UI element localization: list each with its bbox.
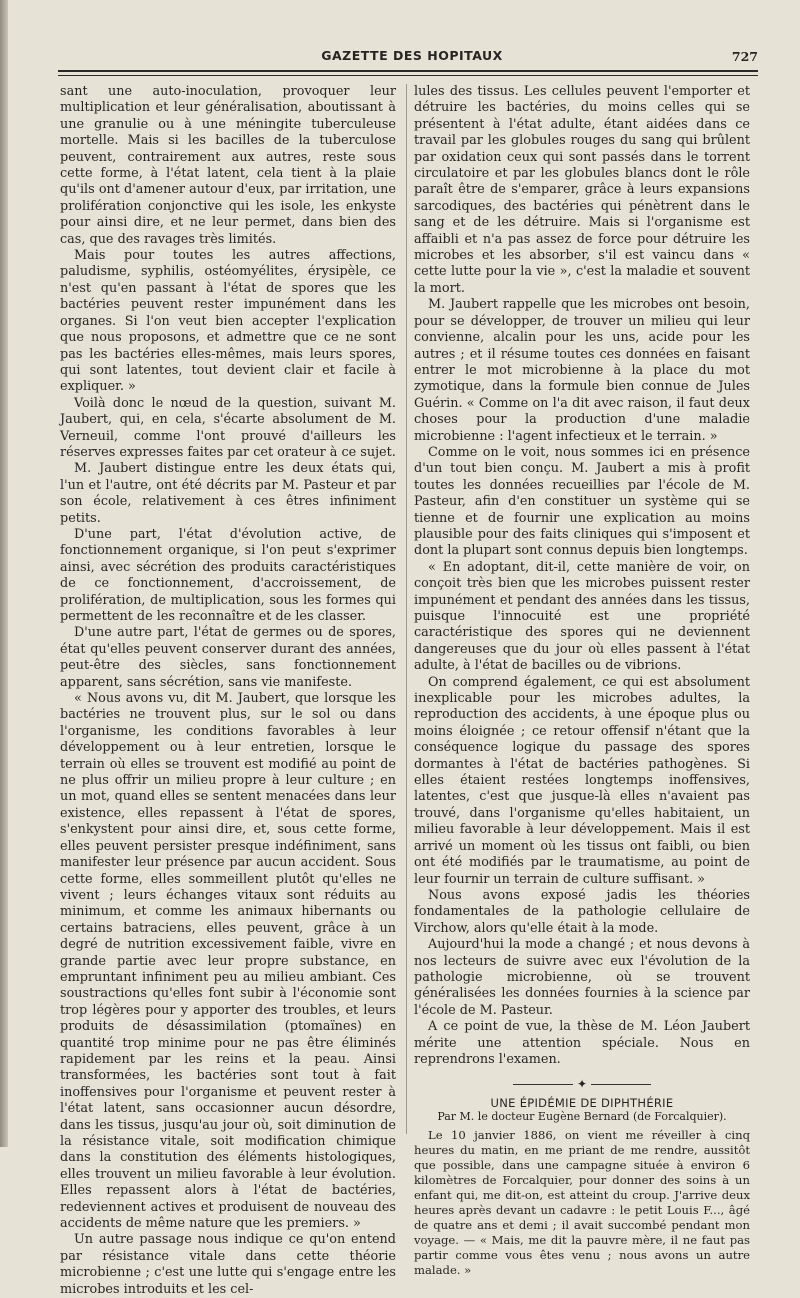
paragraph: Nous avons exposé jadis les théories fondamentales de la pathologie cellulaire de Virchow, alors qu'elle était à la mode.: [414, 887, 750, 936]
paragraph: Voilà donc le nœud de la question, suivant M. Jaubert, qui, en cela, s'écarte absolument de M. Verneuil, comme l'ont prouvé d'ailleurs les réserves expresses faites par cet orateur à ce sujet.: [60, 395, 396, 460]
paragraph: sant une auto-inoculation, provoquer leur multiplication et leur généralisation, aboutissant à une granulie ou à une méningite tuberculeuse mortelle. Mais si les bacilles de la tuberculose peuvent, contrairement aux autres, reste sous cette forme, à l'état latent, cela tient à la plaie qu'ils ont d'amener autour d'eux, par irritation, une prolifération conjonctive qui les isole, les enkyste pour ainsi dire, et ne leur permet, dans bien des cas, que des ravages très limités.: [60, 84, 396, 247]
page-binding-edge: [0, 0, 8, 1147]
paragraph: On comprend également, ce qui est absolument inexplicable pour les microbes adultes, la reproduction des accidents, à une époque plus ou moins éloignée ; ce retour offensif n'étant que la conséquence logique du passage des spores dormantes à l'état de bactéries pathogènes. Si elles étaient restées longtemps inoffensives, latentes, c'est que jusque-là elles n'avaient pas trouvé, dans l'organisme qu'elles habitaient, un milieu favorable à leur développement. Mais il est arrivé un moment où les tissus ont faibli, ou bien ont été modifiés par le traumatisme, au point de leur fournir un terrain de culture suffisant. »: [414, 674, 750, 887]
article-body: [414, 1128, 750, 1278]
running-head: [66, 48, 758, 66]
article-byline: Par M. le docteur Eugène Bernard (de Forcalquier).: [437, 1110, 727, 1124]
section-separator: [414, 1078, 750, 1090]
header-rule-thin: [58, 75, 758, 76]
paragraph: Mais pour toutes les autres affections, paludisme, syphilis, ostéomyélites, érysipèle, ce n'est qu'en passant à l'état de spores que les bactéries peuvent rester impunément dans les organes. Si l'on veut bien accepter l'explication que nous proposons, et admettre que ce ne sont pas les bactéries elles-mêmes, mais leurs spores, qui sont latentes, tout devient clair et facile à expliquer. »: [60, 248, 396, 395]
paragraph: M. Jaubert rappelle que les microbes ont besoin, pour se développer, de trouver un milieu qui leur convienne, alcalin pour les uns, acide pour les autres ; et il résume toutes ces données en faisant entrer le mot microbienne à la place du mot zymotique, dans la formule bien connue de Jules Guérin. « Comme on l'a dit avec raison, il faut deux choses pour la production d'une maladie microbienne : l'agent infectieux et le terrain. »: [414, 297, 750, 444]
separator-line-left: [513, 1084, 573, 1085]
right-column: [414, 84, 750, 1278]
separator-line-right: [591, 1084, 651, 1085]
paragraph: Aujourd'hui la mode a changé ; et nous devons à nos lecteurs de suivre avec eux l'évolution de la pathologie microbienne, où se trouvent généralisées les données fournies à la science par l'école de M. Pasteur.: [414, 937, 750, 1018]
paragraph: D'une part, l'état d'évolution active, de fonctionnement organique, si l'on peut s'exprimer ainsi, avec sécrétion des produits caractéristiques de ce fonctionnement, d'accroissement, de prolifération, de multiplication, sous les formes qui permettent de les reconnaître et de les classer.: [60, 526, 396, 624]
header-rule-thick: [58, 70, 758, 72]
paragraph: « En adoptant, dit-il, cette manière de voir, on conçoit très bien que les microbes puissent rester impunément et pendant des années dans les tissus, puisque l'innocuité est une propriété caractéristique des spores qui ne deviennent dangereuses que du jour où elles passent à l'état adulte, à l'état de bacilles ou de vibrions.: [414, 559, 750, 674]
paragraph: lules des tissus. Les cellules peuvent l'emporter et détruire les bactéries, du moins celles qui se présentent à l'état adulte, étant aidées dans ce travail par les globules rouges du sang qui brûlent par oxidation ceux qui sont passés dans le torrent circulatoire et par les globules blancs dont le rôle paraît être de s'emparer, grâce à leurs expansions sarcodiques, des bactéries qui pénètrent dans le sang et de les détruire. Mais si l'organisme est affaibli et n'a pas assez de force pour détruire les microbes et les absorber, s'il est vaincu dans « cette lutte pour la vie », c'est la maladie et souvent la mort.: [414, 84, 750, 296]
paragraph: « Nous avons vu, dit M. Jaubert, que lorsque les bactéries ne trouvent plus, sur le sol ou dans l'organisme, les conditions favorables à leur développement ou à leur entretien, lorsque le terrain où elles se trouvent est modifié au point de ne plus offrir un milieu propre à leur culture ; en un mot, quand elles se sentent menacées dans leur existence, elles repassent à l'état de spores, s'enkystent pour ainsi dire, et, sous cette forme, elles peuvent persister presque indéfiniment, sans manifester leur présence par aucun accident. Sous cette forme, elles sommeillent plutôt qu'elles ne vivent ; leurs échanges vitaux sont réduits au minimum, et comme les animaux hibernants ou certains batraciens, elles peuvent, grâce à un degré de nutrition excessivement faible, vivre en grande partie avec leur propre substance, en empruntant infiniment peu au milieu ambiant. Ces soustractions qu'elles font subir à l'économie sont trop légères pour y apporter des troubles, et leurs produits de désassimilation (ptomaïnes) en quantité trop minime pour ne pas être éliminés rapidement par les reins et la peau. Ainsi transformées, les bactéries sont tout à fait inoffensives pour l'organisme et peuvent rester à l'état latent, sans occasionner aucun désordre, dans les tissus, jusqu'au jour où, soit diminution de la résistance vitale, soit modification chimique dans la constitution des éléments histologiques, elles trouvent un milieu favorable à leur évolution. Elles repassent alors à l'état de bactéries, redeviennent actives et produisent de nouveau des accidents de même nature que les premiers. »: [60, 691, 396, 1232]
paragraph: M. Jaubert distingue entre les deux états qui, l'un et l'autre, ont été décrits par M. Pasteur et par son école, relativement à ces êtres infiniment petits.: [60, 461, 396, 526]
journal-title: GAZETTE DES HOPITAUX: [321, 48, 503, 63]
separator-ornament: ✦: [576, 1077, 588, 1092]
left-column: [60, 84, 396, 1298]
paragraph: D'une autre part, l'état de germes ou de spores, état qu'elles peuvent conserver durant des années, peut-être des siècles, sans fonctionnement apparent, sans sécrétion, sans vie manifeste.: [60, 625, 396, 690]
column-divider: [406, 84, 407, 1134]
paragraph: Un autre passage nous indique ce qu'on entend par résistance vitale dans cette théorie microbienne ; c'est une lutte qui s'engage entre les microbes introduits et les cel-: [60, 1232, 396, 1297]
paragraph: Comme on le voit, nous sommes ici en présence d'un tout bien conçu. M. Jaubert a mis à profit toutes les données recueillies par l'école de M. Pasteur, afin d'en constituer un système qui se tienne et de fournir une explication au moins plausible pour des faits cliniques qui s'imposent et dont la plupart sont connus depuis bien longtemps.: [414, 444, 750, 559]
article-title: UNE ÉPIDÉMIE DE DIPHTHÉRIE: [490, 1096, 674, 1111]
page-number: 727: [731, 49, 758, 64]
paragraph: A ce point de vue, la thèse de M. Léon Jaubert mérite une attention spéciale. Nous en reprendrons l'examen.: [414, 1019, 750, 1067]
paragraph: Le 10 janvier 1886, on vient me réveiller à cinq heures du matin, en me priant de me rendre, aussitôt que possible, dans une campagne située à environ 6 kilomètres de Forcalquier, pour donner des soins à un enfant qui, me dit-on, est atteint du croup. J'arrive deux heures après devant un cadavre : le petit Louis F..., âgé de quatre ans et demi ; il avait succombé pendant mon voyage. — « Mais, me dit la pauvre mère, il ne faut pas partir comme vous êtes venu ; nous avons un autre malade. »: [414, 1128, 750, 1278]
